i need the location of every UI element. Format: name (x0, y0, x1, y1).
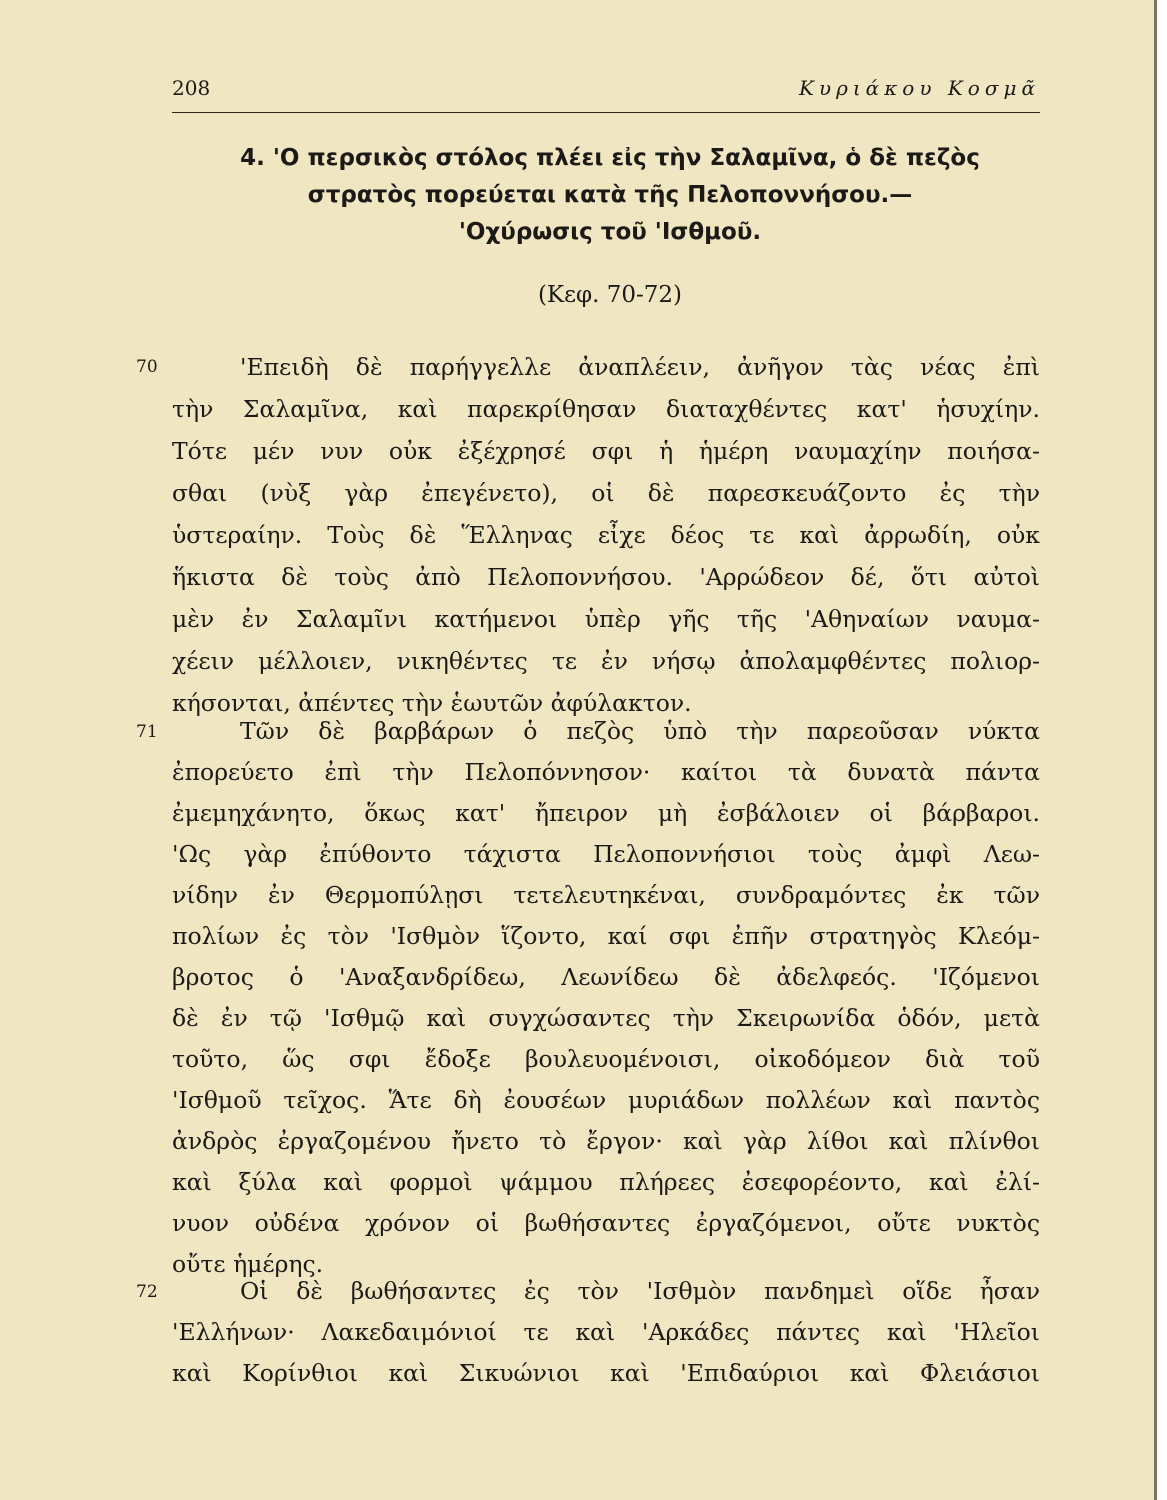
chapter-reference: (Κεφ. 70-72) (537, 282, 683, 308)
text-line: ἐπορεύετο ἐπὶ τὴν Πελοπόννησον· καίτοι τὰ δυνατὰ πάντα (172, 758, 1040, 786)
margin-chapter-number: 71 (136, 722, 158, 742)
text-line: ἐμεμηχάνητο, ὅκως κατ' ἤπειρον μὴ ἐσβάλοιεν οἱ βάρβαροι. (172, 799, 1040, 827)
text-line: νίδην ἐν Θερμοπύλῃσι τετελευτηκέναι, συνδραμόντες ἐκ τῶν (172, 881, 1040, 909)
text-line: χέειν μέλλοιεν, νικηθέντες τε ἐν νήσῳ ἀπολαμφθέντες πολιορ- (172, 647, 1040, 675)
text-line: τὴν Σαλαμῖνα, καὶ παρεκρίθησαν διαταχθέντες κατ' ἡσυχίην. (172, 395, 1040, 423)
text-line: τοῦτο, ὥς σφι ἔδοξε βουλευομένοισι, οἰκοδόμεον διὰ τοῦ (172, 1045, 1040, 1073)
text-line: ἥκιστα δὲ τοὺς ἀπὸ Πελοποννήσου. 'Αρρώδεον δέ, ὅτι αὐτοὶ (172, 563, 1040, 591)
running-head: Κυριάκου Κοσμᾶ (798, 76, 1040, 100)
text-line: Τότε μέν νυν οὐκ ἐξέχρησέ σφι ἡ ἡμέρη ναυμαχίην ποιήσα- (172, 437, 1040, 465)
text-line: βροτος ὁ 'Αναξανδρίδεω, Λεωνίδεω δὲ ἀδελφεός. 'Ιζόμενοι (172, 963, 1040, 991)
text-line: 'Ισθμοῦ τεῖχος. Ἅτε δὴ ἐουσέων μυριάδων πολλέων καὶ παντὸς (172, 1086, 1040, 1114)
text-line: ἀνδρὸς ἐργαζομένου ἤνετο τὸ ἔργον· καὶ γὰρ λίθοι καὶ πλίνθοι (172, 1127, 1040, 1155)
text-line: καὶ Κορίνθιοι καὶ Σικυώνιοι καὶ 'Επιδαύριοι καὶ Φλειάσιοι (172, 1359, 1040, 1387)
text-line: καὶ ξύλα καὶ φορμοὶ ψάμμου πλήρεες ἐσεφορέοντο, καὶ ἐλί- (172, 1168, 1040, 1196)
page-edge (1157, 0, 1167, 1500)
margin-chapter-number: 72 (136, 1282, 158, 1302)
page-header (172, 74, 1040, 110)
text-line: ὑστεραίην. Τοὺς δὲ Ἕλληνας εἶχε δέος τε καὶ ἀρρωδίη, οὐκ (172, 521, 1040, 549)
text-line: 'Ως γὰρ ἐπύθοντο τάχιστα Πελοποννήσιοι τοὺς ἀμφὶ Λεω- (172, 840, 1040, 868)
text-line: 'Επειδὴ δὲ παρήγγελλε ἀναπλέειν, ἀνῆγον τὰς νέας ἐπὶ (240, 353, 1040, 381)
section-heading (170, 140, 1050, 251)
page-number: 208 (172, 76, 211, 100)
margin-chapter-number: 70 (136, 357, 158, 377)
text-line: Τῶν δὲ βαρβάρων ὁ πεζὸς ὑπὸ τὴν παρεοῦσαν νύκτα (240, 717, 1040, 745)
text-line: Οἱ δὲ βωθήσαντες ἐς τὸν 'Ισθμὸν πανδημεὶ οἵδε ἦσαν (240, 1277, 1040, 1305)
text-line: δὲ ἐν τῷ 'Ισθμῷ καὶ συγχώσαντες τὴν Σκειρωνίδα ὁδόν, μετὰ (172, 1004, 1040, 1032)
text-line: νυον οὐδένα χρόνον οἱ βωθήσαντες ἐργαζόμενοι, οὔτε νυκτὸς (172, 1209, 1040, 1237)
section-heading-line: 4. 'Ο περσικὸς στόλος πλέει εἰς τὴν Σαλαμῖνα, ὁ δὲ πεζὸς (240, 145, 980, 171)
text-line: μὲν ἐν Σαλαμῖνι κατήμενοι ὑπὲρ γῆς τῆς 'Αθηναίων ναυμα- (172, 605, 1040, 633)
section-heading-line: 'Οχύρωσις τοῦ 'Ισθμοῦ. (458, 219, 762, 245)
section-heading-line: στρατὸς πορεύεται κατὰ τῆς Πελοποννήσου.— (307, 182, 913, 208)
text-line: πολίων ἐς τὸν 'Ισθμὸν ἵζοντο, καί σφι ἐπῆν στρατηγὸς Κλεόμ- (172, 922, 1040, 950)
header-rule (172, 112, 1040, 113)
text-line: σθαι (νὺξ γὰρ ἐπεγένετο), οἱ δὲ παρεσκευάζοντο ἐς τὴν (172, 479, 1040, 507)
text-line: κήσονται, ἀπέντες τὴν ἑωυτῶν ἀφύλακτον. (172, 689, 692, 717)
text-line: οὔτε ἡμέρης. (172, 1250, 324, 1278)
text-line: 'Ελλήνων· Λακεδαιμόνιοί τε καὶ 'Αρκάδες πάντες καὶ 'Ηλεῖοι (172, 1318, 1040, 1346)
